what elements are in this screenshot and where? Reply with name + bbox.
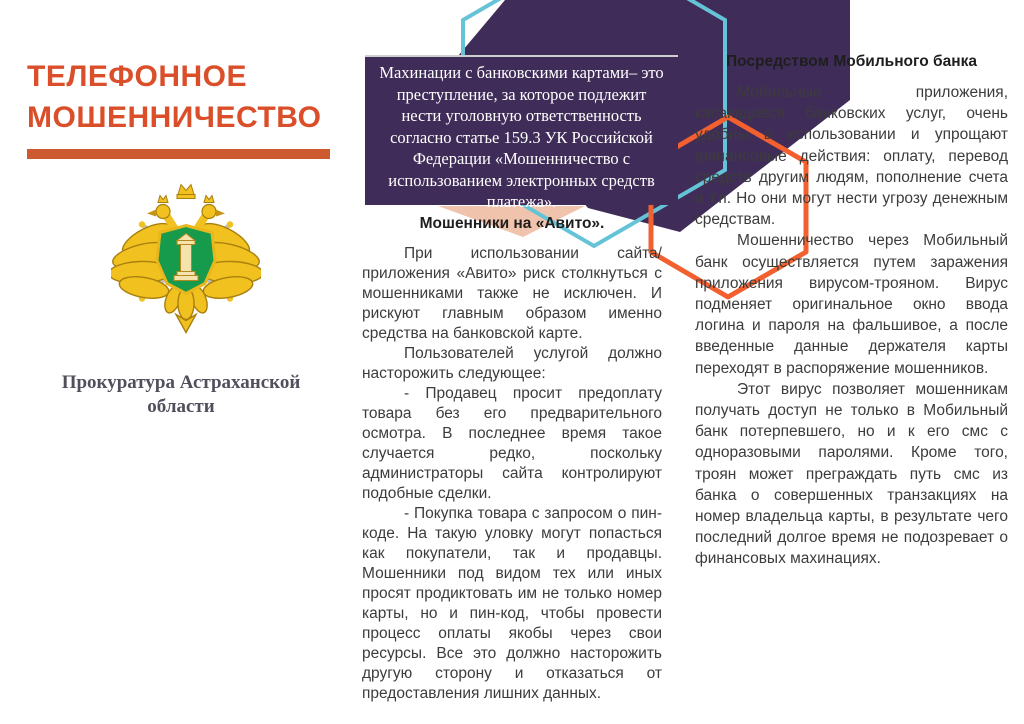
title-underline bbox=[27, 149, 330, 159]
mobile-bank-paragraph: Этот вирус позволяет мошенникам получать доступ не только в Мобильный банк потерпевшего, но и к его смс с одноразовыми паролями. Кроме того, троян может преграждать путь смс из банка о совершенных транзакциях на номер владельца карты, в результате чего последний долгое время не подозревает о финансовых махинациях. bbox=[695, 380, 1008, 568]
page-title bbox=[27, 56, 357, 138]
avito-paragraph: - Покупка товара с запросом о пин-коде. На такую уловку могут попасться как покупатели, так и продавцы. Мошенники под видом тех или иных просят продиктовать им не только номер карты, но и пин-код, чтобы провести процесс оплаты якобы через свои ресурсы. Все это должно насторожить другую сторону и отказаться от предоставления лишних данных. bbox=[362, 505, 662, 702]
prosecutor-emblem-icon bbox=[111, 181, 261, 337]
avito-section bbox=[362, 214, 662, 704]
avito-paragraph: При использовании сайта/приложения «Авито» риск столкнуться с мошенниками также не исключен. И рискуют главным образом именно средства на банковской карте. bbox=[362, 245, 662, 342]
page-title-line1: ТЕЛЕФОННОЕ bbox=[27, 60, 248, 93]
avito-heading: Мошенники на «Авито». bbox=[419, 215, 605, 232]
emblem-shield bbox=[157, 226, 215, 294]
mobile-bank-heading: Посредством Мобильного банка bbox=[726, 53, 977, 70]
avito-paragraph: Пользователей услугой должно насторожить следующее: bbox=[362, 345, 662, 382]
law-quote-text: Махинации с банковскими картами– это преступление, за которое подлежит нести уголовную ответственность согласно статье 159.3 УК Российской Федерации «Мошенничество с использованием электронных средств платежа». bbox=[379, 63, 664, 211]
page-title-line2: МОШЕННИЧЕСТВО bbox=[27, 101, 322, 134]
law-quote-box bbox=[365, 55, 678, 211]
mobile-bank-paragraph: Мошенничество через Мобильный банк осуществляется путем заражения приложения вирусом-трояном. Вирус подменяет оригинальное окно ввода логина и пароля на фальшивое, а после введенные данные держателя карты переходят в распоряжение мошенников. bbox=[695, 232, 1008, 377]
mobile-bank-section bbox=[695, 52, 1008, 570]
org-name-line2: области bbox=[147, 396, 215, 417]
org-name bbox=[18, 371, 344, 419]
org-name-line1: Прокуратура Астраханской bbox=[61, 372, 301, 393]
mobile-bank-paragraph: Мобильные приложения, касающиеся банковских услуг, очень удобны в использовании и упрощают финансовые действия: оплату, перевод средств другим людям, пополнение счета и т.п. Но они могут нести угрозу денежным средствам. bbox=[695, 84, 1008, 229]
avito-paragraph: - Продавец просит предоплату товара без его предварительного осмотра. В последнее время такое случается редко, поскольку администраторы сайта контролируют подобные сделки. bbox=[362, 385, 662, 502]
